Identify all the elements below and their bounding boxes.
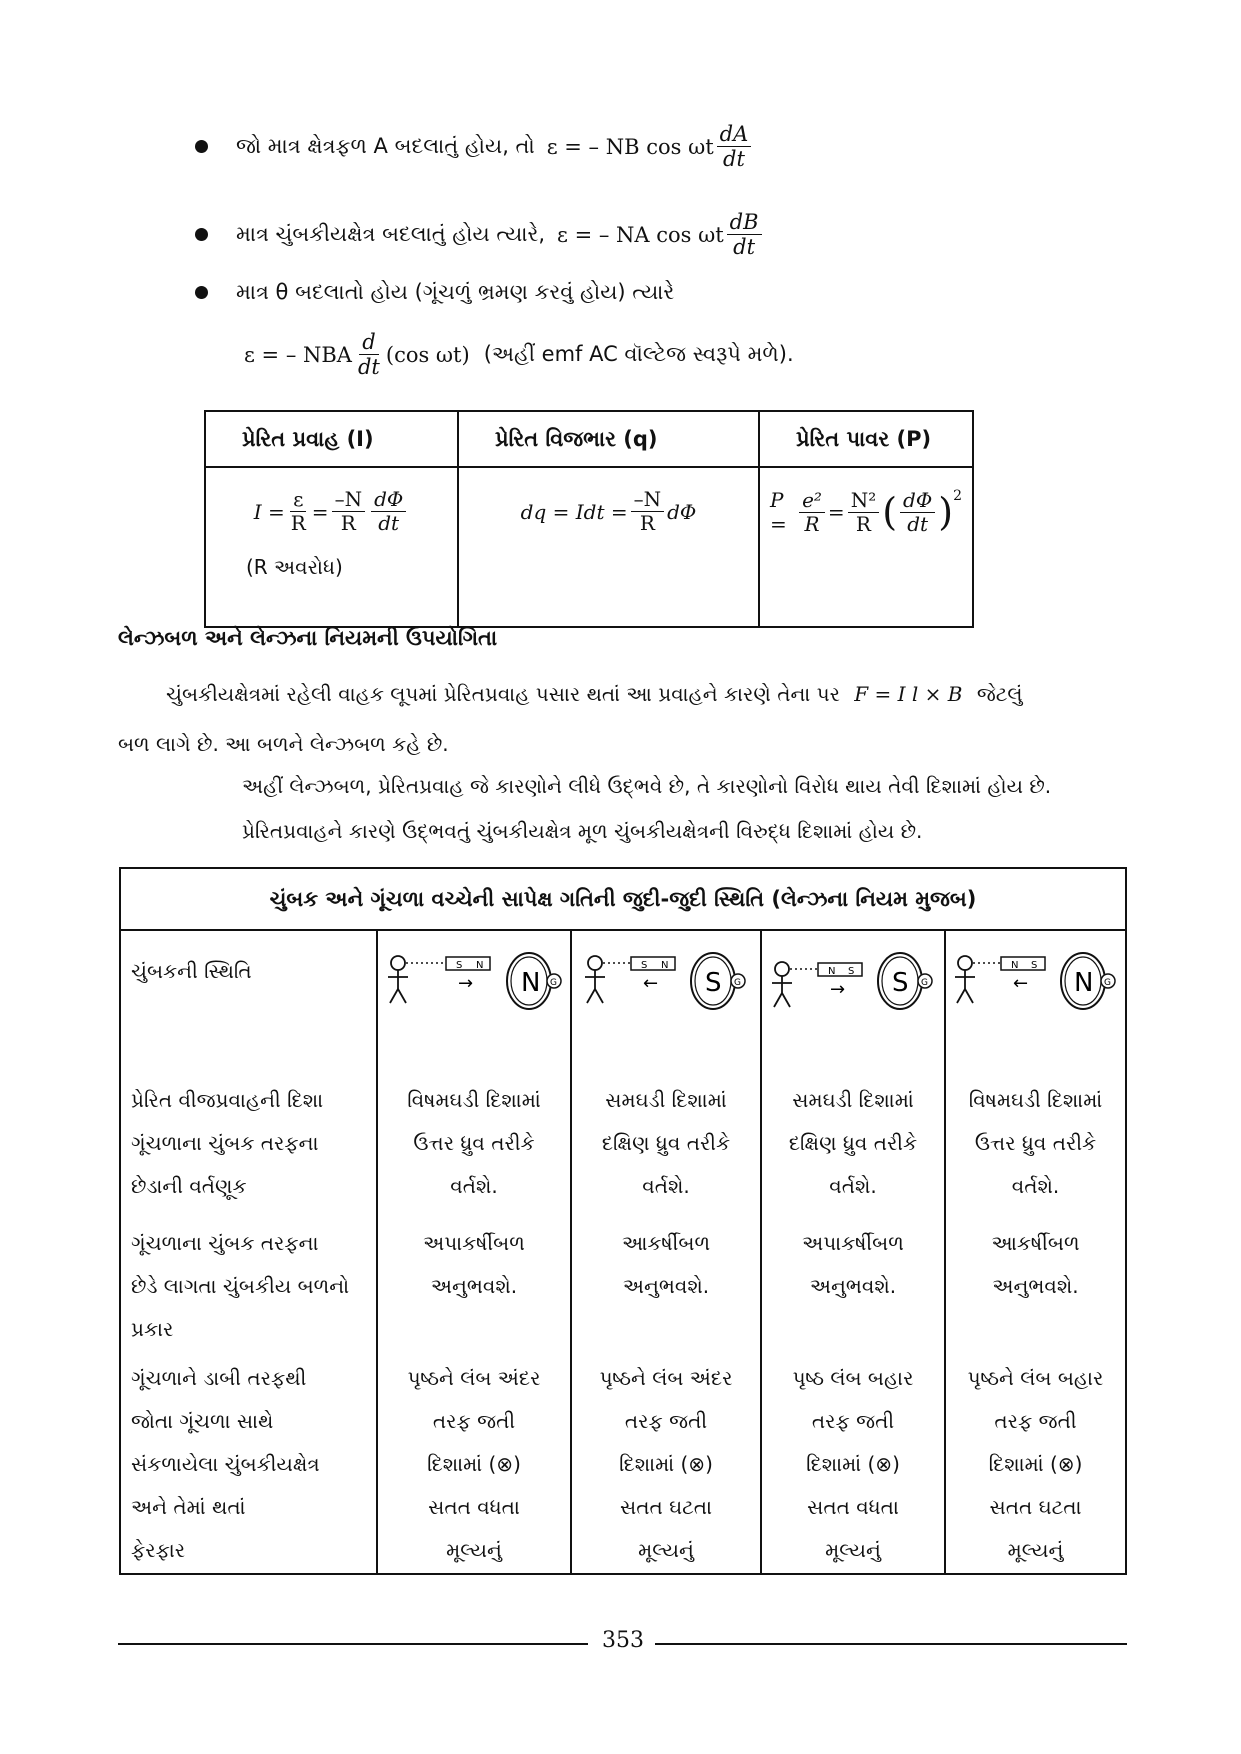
- header-charge: પ્રેરિત વિજભાર (q): [458, 411, 759, 467]
- cell-power-formula: P = $\frac{\text{e²}}{R}$ = $\frac{\text{N²}}{R}$ ( $\frac{d\Phi}{dt}$ ) $^2$: [759, 467, 973, 627]
- magnet-coil-figure: [379, 947, 569, 1017]
- magnet-pole-right: S: [848, 966, 855, 977]
- magnet-pole-right: N: [476, 960, 484, 971]
- coil-pole-letter: S: [705, 968, 722, 998]
- para-induced-field: પ્રેરિતપ્રવાહને કારણે ઉદ્ભવતું ચુંબકીયક્ષેત્ર મૂળ ચુંબકીયક્ષેત્રની વિરુદ્ધ દિશામાં હોય છે.: [242, 819, 923, 843]
- bullet-theta-change: માત્ર θ બદલાતો હોય (ગૂંચળું ભ્રમણ કરવું હોય) ત્યારે: [195, 280, 674, 305]
- galvanometer-icon: G: [1103, 978, 1111, 988]
- magnet-state-label: ચુંબકની સ્થિતિ: [131, 959, 252, 983]
- magnet-pole-right: S: [1030, 960, 1037, 971]
- footer-rule-left: [118, 1643, 588, 1645]
- lenz-force-formula: F = I l × B: [854, 682, 963, 706]
- header-power: પ્રેરિત પાવર (P): [759, 411, 973, 467]
- galvanometer-icon: G: [734, 978, 741, 988]
- bullet-dot: [195, 228, 208, 241]
- motion-arrow-icon: →: [458, 973, 474, 994]
- motion-arrow-icon: ←: [643, 973, 659, 994]
- column-case-3: N S → S G સમઘડી દિશામાં દક્ષિણ ધ્રુવ તરીકે વર્તશે. અપાકર્ષીબળ અનુભવશે. પૃષ્ઠ લંબ બહાર તરફ જતી દિશામાં (⊗) સતત વધતા મૂલ્યનું: [761, 930, 945, 1574]
- magnet-coil-table: ચુંબક અને ગૂંચળા વચ્ચેની સાપેક્ષ ગતિની જુદી-જુદી સ્થિતિ (લેન્ઝના નિયમ મુજબ) ચુંબકની સ્થિતિ પ્રેરિત વીજપ્રવાહની દિશા ગૂંચળાના ચુંબક તરફના છેડાની વર્તણૂક ગૂંચળાના ચુંબક તરફના છેડે લાગતા ચુંબકીય બળનો પ્રકાર ગૂંચળાને ડાબી તરફથી જોતા ગૂંચળા સાથે સંકળાયેલા ચુંબકીયક્ષેત્ર અને તેમાં થતાં ફેરફાર S N → N G વિષમઘડી દિશામાં ઉત્તર ધ્રુવ તરીકે વર્તશે. અપાકર્ષીબળ અનુભવશે. પૃષ્ઠને લંબ અંદર તરફ જતી દિશામાં (⊗) સતત વધતા મૂલ્યનું S N ← S G સમઘડી દિશામાં દક્ષિણ ધ્રુવ તરીકે વર્તશે. આકર્ષીબળ અનુભવશે. પૃષ્ઠને લંબ અંદર તરફ જતી દિશામાં (⊗) સતત ઘટતા મૂલ્યનું N S → S G સમઘડી દિશામાં દક્ષિણ ધ્રુવ તરીકે વર્તશે. અપાકર્ષીબળ અનુભવશે. પૃષ્ઠ લંબ બહાર તરફ જતી દિશામાં (⊗) સતત વધતા મૂલ્યનું N S ← N G વિષમઘડી દિશામાં ઉત્તર ધ્રુવ તરીકે વર્તશે. આકર્ષીબળ અનુભવશે. પૃષ્ઠને લંબ બહાર તરફ જતી દિશામાં (⊗) સતત ઘટતા મૂલ્યનું: [119, 867, 1127, 1575]
- resistance-note: (R અવરોધ): [246, 555, 343, 579]
- bullet-dot: [195, 140, 208, 153]
- emf-equation: ε = – NBA $\frac{d}{dt}$ (cos ωt) (અહીં emf AC વૉલ્ટેજ સ્વરૂપે મળે).: [244, 330, 794, 380]
- column-case-2: S N ← S G સમઘડી દિશામાં દક્ષિણ ધ્રુવ તરીકે વર્તશે. આકર્ષીબળ અનુભવશે. પૃષ્ઠને લંબ અંદર તરફ જતી દિશામાં (⊗) સતત ઘટતા મૂલ્યનું: [571, 930, 761, 1574]
- table-caption: ચુંબક અને ગૂંચળા વચ્ચેની સાપેક્ષ ગતિની જુદી-જુદી સ્થિતિ (લેન્ઝના નિયમ મુજબ): [120, 868, 1126, 930]
- magnet-coil-figure: [573, 947, 759, 1017]
- coil-pole-letter: N: [1073, 968, 1093, 998]
- magnet-pole-right: N: [661, 960, 669, 971]
- bullet-area-change: જો માત્ર ક્ષેત્રફળ A બદલાતું હોય, તો ε = – NB cos ωt $\frac{dA}{dt}$: [195, 122, 754, 171]
- magnet-pole-left: S: [456, 960, 463, 971]
- page-number: 353: [602, 1628, 644, 1653]
- galvanometer-icon: G: [921, 978, 928, 988]
- magnet-pole-left: N: [1010, 960, 1018, 971]
- header-current: પ્રેરિત પ્રવાહ (I): [205, 411, 458, 467]
- para-lenz-force: ચુંબકીયક્ષેત્રમાં રહેલી વાહક લૂપમાં પ્રેરિતપ્રવાહ પસાર થતાં આ પ્રવાહને કારણે તેના પર F = I l × B જેટલું: [166, 682, 1023, 706]
- coil-pole-letter: S: [892, 968, 909, 998]
- footer-rule-right: [655, 1643, 1127, 1645]
- para-lenz-force-line2: બળ લાગે છે. આ બળને લેન્ઝબળ કહે છે.: [118, 732, 449, 756]
- cell-charge-formula: dq = Idt = $\frac{-N}{R}$ dΦ: [458, 467, 759, 627]
- section-heading: લેન્ઝબળ અને લેન્ઝના નિયમની ઉપયોગિતા: [118, 626, 498, 650]
- para-lenz-direction: અહીં લેન્ઝબળ, પ્રેરિતપ્રવાહ જે કારણોને લીધે ઉદ્ભવે છે, તે કારણોનો વિરોધ થાય તેવી દિશામાં હોય છે.: [242, 774, 1052, 798]
- galvanometer-icon: G: [550, 978, 557, 988]
- bullet-field-change: માત્ર ચુંબકીયક્ષેત્ર બદલાતું હોય ત્યારે, ε = – NA cos ωt $\frac{dB}{dt}$: [195, 210, 765, 259]
- motion-arrow-icon: →: [830, 979, 846, 1000]
- column-case-1: S N → N G વિષમઘડી દિશામાં ઉત્તર ધ્રુવ તરીકે વર્તશે. અપાકર્ષીબળ અનુભવશે. પૃષ્ઠને લંબ અંદર તરફ જતી દિશામાં (⊗) સતત વધતા મૂલ્યનું: [377, 930, 571, 1574]
- magnet-pole-left: S: [641, 960, 648, 971]
- magnet-pole-left: N: [828, 966, 836, 977]
- magnet-coil-figure: [763, 947, 943, 1017]
- equation: ε = – NB cos ωt: [546, 134, 714, 159]
- column-case-4: N S ← N G વિષમઘડી દિશામાં ઉત્તર ધ્રુવ તરીકે વર્તશે. આકર્ષીબળ અનુભવશે. પૃષ્ઠને લંબ બહાર તરફ જતી દિશામાં (⊗) સતત ઘટતા મૂલ્યનું: [945, 930, 1126, 1574]
- magnet-coil-figure: [947, 947, 1124, 1017]
- induced-quantities-table: [204, 410, 974, 628]
- equation: ε = – NA cos ωt: [557, 222, 724, 247]
- motion-arrow-icon: ←: [1012, 973, 1028, 994]
- coil-pole-letter: N: [521, 968, 541, 998]
- bullet-dot: [195, 286, 208, 299]
- cell-current-formula: I = $\frac{\varepsilon}{R}$ = $\frac{-N}{R}$ $\frac{d\Phi}{dt}$ (R અવરોધ): [205, 467, 458, 627]
